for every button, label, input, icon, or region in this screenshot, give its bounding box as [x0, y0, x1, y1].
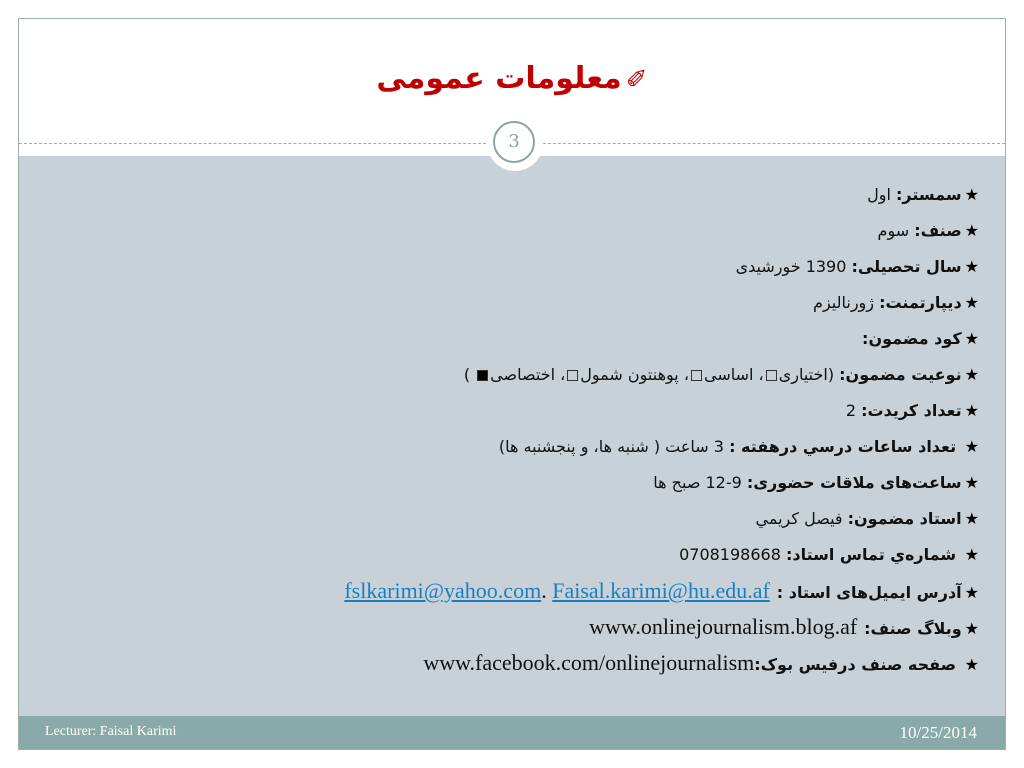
footer-lecturer: Lecturer: Faisal Karimi — [45, 724, 177, 739]
item-label: سال تحصیلی: — [851, 257, 962, 276]
item-label: استاد مضمون: — [847, 509, 962, 528]
star-bullet-icon: ★ — [964, 545, 979, 564]
item-value: 0708198668 — [679, 545, 786, 564]
slide-title — [19, 61, 1005, 96]
star-bullet-icon: ★ — [964, 655, 979, 674]
footer-bar — [19, 716, 1005, 750]
item-value: اول — [867, 185, 897, 204]
star-bullet-icon: ★ — [964, 401, 979, 420]
item-label: تعداد کریدت: — [861, 401, 962, 420]
checkbox-checked-icon — [477, 370, 488, 381]
item-value: 1390 خورشیدی — [735, 257, 852, 276]
item-value: فیصل کریمي — [755, 509, 848, 528]
email-link-hu[interactable]: Faisal.karimi@hu.edu.af — [552, 578, 770, 603]
item-value: 3 ساعت ( شنبه ها، و پنجشنبه ها) — [498, 437, 730, 456]
item-value: ) — [463, 365, 476, 384]
list-item — [39, 249, 979, 285]
item-label: وبلاگ صنف: — [864, 619, 962, 638]
star-bullet-icon: ★ — [964, 619, 979, 638]
item-label: ساعت‌های ملاقات حضوری: — [746, 473, 962, 492]
pen-icon: ✐ — [625, 65, 648, 95]
list-item — [39, 213, 979, 249]
item-value: ، اختصاصی — [490, 365, 566, 384]
item-value: (اختیاری — [778, 365, 840, 384]
list-item — [39, 465, 979, 501]
star-bullet-icon: ★ — [964, 329, 979, 348]
item-value: ، اساسی — [703, 365, 764, 384]
item-label: دیپارتمنت: — [879, 293, 962, 312]
list-item — [39, 573, 979, 609]
star-bullet-icon: ★ — [964, 221, 979, 240]
slide — [18, 18, 1006, 750]
item-label: نوعیت مضمون: — [839, 365, 962, 384]
star-bullet-icon: ★ — [964, 185, 979, 204]
star-bullet-icon: ★ — [964, 473, 979, 492]
item-label: شماره‌ي تماس استاد: — [785, 545, 962, 564]
star-bullet-icon: ★ — [964, 509, 979, 528]
star-bullet-icon: ★ — [964, 257, 979, 276]
checkbox-icon — [567, 370, 578, 381]
title-text: معلومات عمومی — [376, 61, 622, 96]
item-label: تعداد ساعات درسي درهفته : — [729, 437, 962, 456]
list-item — [39, 393, 979, 429]
footer-date: 10/25/2014 — [899, 723, 977, 742]
item-label: صنف: — [914, 221, 962, 240]
item-value: ، پوهنتون شمول — [580, 365, 689, 384]
list-item — [39, 609, 979, 645]
star-bullet-icon: ★ — [964, 583, 979, 602]
item-label: صفحه صنف درفیس بوک: — [754, 655, 962, 674]
list-item — [39, 429, 979, 465]
email-separator: . — [541, 578, 553, 603]
list-item — [39, 537, 979, 573]
list-item — [39, 357, 979, 393]
facebook-url: www.facebook.com/onlinejournalism — [423, 650, 755, 675]
star-bullet-icon: ★ — [964, 293, 979, 312]
blog-url: www.onlinejournalism.blog.af — [589, 614, 858, 639]
list-item — [39, 177, 979, 213]
item-value: 9-12 صبح ها — [653, 473, 747, 492]
email-links — [344, 578, 769, 603]
info-list — [39, 177, 979, 681]
item-value: ژورنالیزم — [813, 293, 880, 312]
email-link-yahoo[interactable]: fslkarimi@yahoo.com — [344, 578, 542, 603]
item-value: 2 — [845, 401, 862, 420]
slide-number: 3 — [493, 121, 535, 163]
list-item — [39, 285, 979, 321]
checkbox-icon — [766, 370, 777, 381]
list-item — [39, 501, 979, 537]
item-value: سوم — [877, 221, 915, 240]
item-label: سمستر: — [896, 185, 962, 204]
star-bullet-icon: ★ — [964, 437, 979, 456]
star-bullet-icon: ★ — [964, 365, 979, 384]
list-item — [39, 321, 979, 357]
item-label: آدرس ایمیل‌های استاد : — [776, 583, 962, 602]
checkbox-icon — [691, 370, 702, 381]
item-label: کود مضمون: — [862, 329, 962, 348]
list-item — [39, 645, 979, 681]
